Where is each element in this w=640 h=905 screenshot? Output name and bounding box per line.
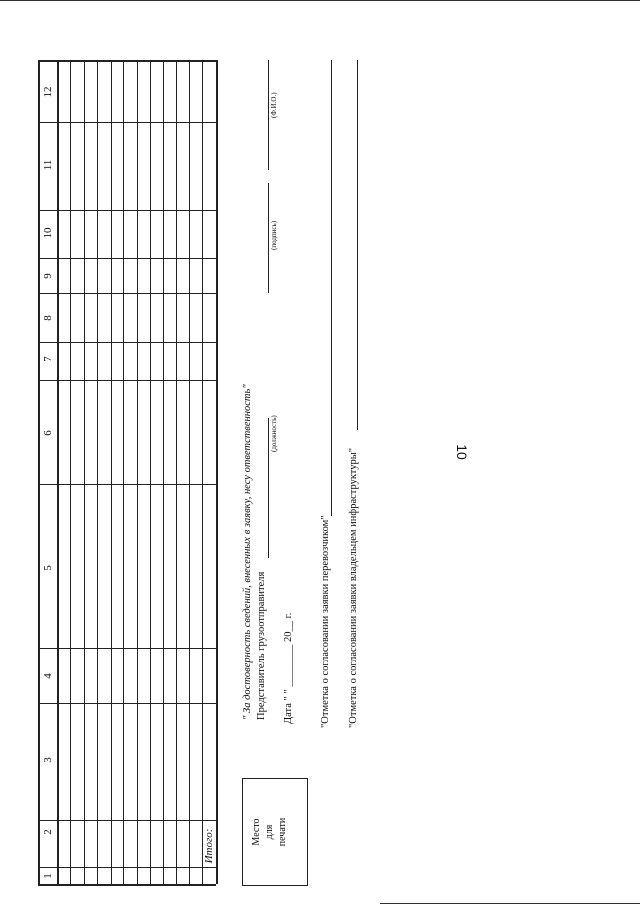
signature-line bbox=[268, 183, 269, 293]
table-row-line bbox=[202, 60, 203, 884]
column-number: 12 bbox=[42, 86, 54, 98]
page-number: 10 bbox=[454, 444, 470, 460]
column-number: 5 bbox=[42, 565, 54, 571]
column-number: 2 bbox=[42, 829, 54, 835]
name-caption: (Ф.И.О.) bbox=[270, 92, 278, 118]
column-number: 1 bbox=[42, 873, 54, 879]
column-number: 10 bbox=[42, 227, 54, 239]
table-column-line bbox=[38, 293, 216, 294]
column-number: 9 bbox=[42, 273, 54, 279]
table-column-line bbox=[38, 884, 216, 886]
table-column-line bbox=[38, 210, 216, 211]
table-column-line bbox=[38, 342, 216, 343]
owner-note: "Отметка о согласовании заявки владельцем инфраструктуры" bbox=[348, 447, 359, 728]
table-column-line bbox=[38, 820, 216, 821]
table-row-line bbox=[189, 60, 190, 884]
position-line bbox=[268, 418, 269, 558]
table-column-line bbox=[38, 60, 216, 62]
carrier-note: "Отметка о согласовании заявки перевозчиком" bbox=[320, 515, 331, 728]
table-column-line bbox=[38, 648, 216, 649]
table-row-line bbox=[216, 60, 218, 884]
table-column-line bbox=[38, 122, 216, 123]
table-column-line bbox=[38, 867, 216, 868]
column-number: 11 bbox=[42, 159, 54, 171]
table-row-line bbox=[97, 60, 98, 884]
scan-edge-bottom bbox=[380, 903, 640, 904]
table-row-line bbox=[111, 60, 112, 884]
column-number: 3 bbox=[42, 757, 54, 763]
position-caption: (должность) bbox=[270, 415, 278, 452]
table-row-line bbox=[84, 60, 85, 884]
date-line: Дата " " ________ 20__ г. bbox=[283, 612, 294, 724]
table-row-line bbox=[163, 60, 164, 884]
column-number: 8 bbox=[42, 315, 54, 321]
table-row-line bbox=[150, 60, 151, 884]
scan-edge-top bbox=[0, 0, 640, 1]
column-number: 6 bbox=[42, 430, 54, 436]
table-row-line bbox=[70, 60, 71, 884]
table-row-line bbox=[57, 60, 59, 884]
column-number: 7 bbox=[42, 356, 54, 362]
stamp-box bbox=[242, 778, 308, 886]
table-row-line bbox=[176, 60, 177, 884]
table-column-line bbox=[38, 380, 216, 381]
signature-caption: (подпись) bbox=[270, 220, 278, 250]
owner-note-line bbox=[357, 60, 358, 430]
table-column-line bbox=[38, 703, 216, 704]
column-number: 4 bbox=[42, 673, 54, 679]
name-line bbox=[268, 60, 269, 170]
stamp-text: Место для печати bbox=[251, 817, 288, 847]
declaration-text: " За достоверность сведений, внесенных в заявку, несу ответственность" bbox=[242, 384, 253, 720]
total-label: Итого: bbox=[203, 828, 215, 864]
table-row-line bbox=[38, 60, 40, 884]
table-column-line bbox=[38, 484, 216, 485]
table-row-line bbox=[123, 60, 124, 884]
table-row-line bbox=[137, 60, 138, 884]
carrier-note-line bbox=[331, 60, 332, 516]
representative-label: Представитель грузоотправителя bbox=[256, 571, 267, 720]
table-column-line bbox=[38, 258, 216, 259]
